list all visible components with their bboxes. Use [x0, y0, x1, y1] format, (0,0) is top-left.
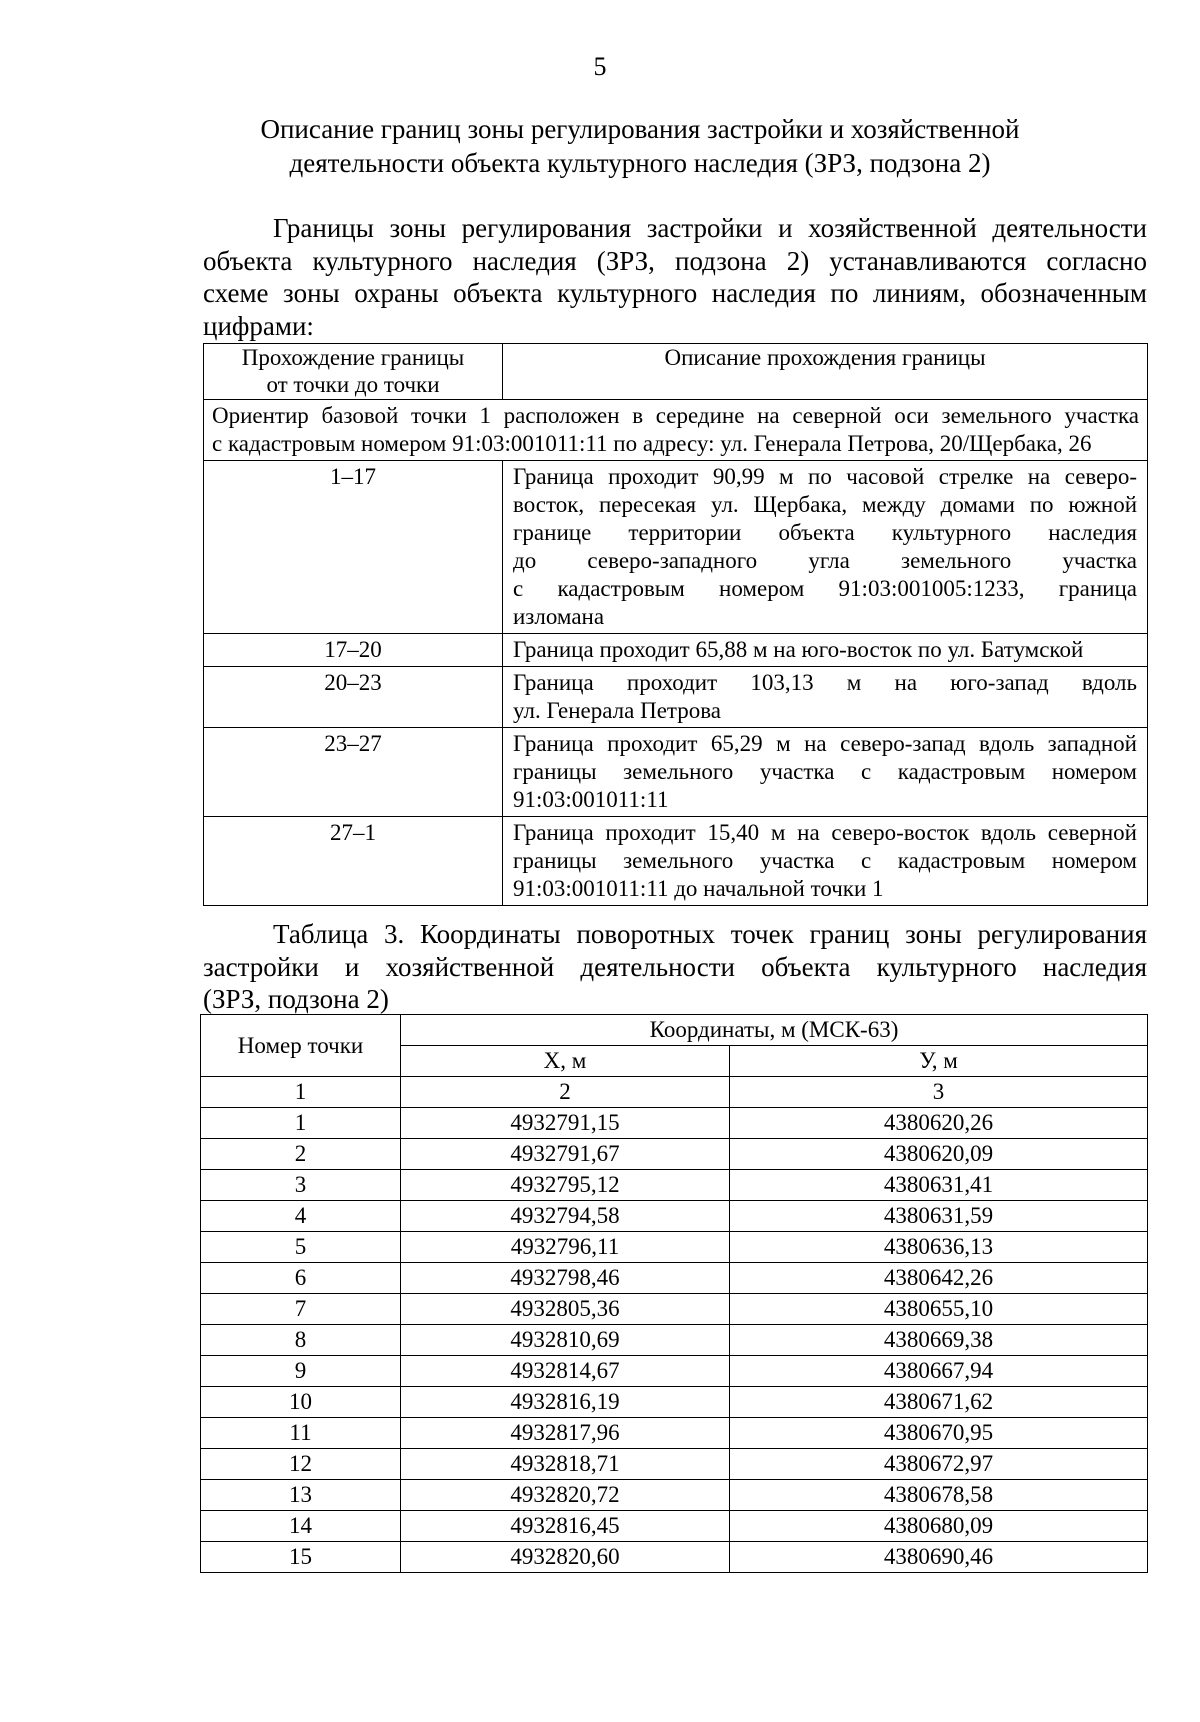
header-y: У, м [730, 1046, 1148, 1077]
orientation-row [204, 400, 1148, 461]
description-line: Граница проходит 90,99 м по часовой стрелке на северо- [513, 464, 1137, 489]
coordinate-row [201, 1542, 1148, 1573]
page-number: 5 [593, 52, 607, 81]
y-coordinate: 4380631,59 [730, 1201, 1148, 1232]
coordinate-row [201, 1325, 1148, 1356]
header-x: Х, м [401, 1046, 730, 1077]
point-number: 3 [201, 1170, 401, 1201]
description-line: восток, пересекая ул. Щербака, между домами по южной [513, 492, 1137, 517]
header-description [503, 344, 1148, 400]
x-coordinate: 4932795,12 [401, 1170, 730, 1201]
coordinate-row [201, 1480, 1148, 1511]
header-segment-line-1: Прохождение границы [241, 345, 465, 370]
coordinate-row [201, 1418, 1148, 1449]
coordinate-row [201, 1511, 1148, 1542]
description-line: границе территории объекта культурного наследия [513, 520, 1137, 545]
orientation-line-2: с кадастровым номером 91:03:001011:11 по адресу: ул. Генерала Петрова, 20/Щербака, 26 [212, 431, 1092, 456]
description-line: Граница проходит 65,29 м на северо-запад вдоль западной [513, 731, 1137, 756]
boundary-segment: 23–27 [204, 728, 503, 817]
boundary-description [503, 461, 1148, 634]
column-number-1: 1 [201, 1077, 401, 1108]
caption-line-1: Таблица 3. Координаты поворотных точек границ зоны регулирования [273, 919, 1147, 949]
point-number: 5 [201, 1232, 401, 1263]
boundary-segment: 27–1 [204, 817, 503, 906]
y-coordinate: 4380680,09 [730, 1511, 1148, 1542]
orientation-line-1: Ориентир базовой точки 1 расположен в середине на северной оси земельного участка [212, 403, 1139, 428]
x-coordinate: 4932816,19 [401, 1387, 730, 1418]
intro-line-1: Границы зоны регулирования застройки и хозяйственной деятельности [273, 213, 1147, 243]
point-number: 1 [201, 1108, 401, 1139]
coordinate-row [201, 1201, 1148, 1232]
coords-header-row-1 [201, 1015, 1148, 1046]
y-coordinate: 4380678,58 [730, 1480, 1148, 1511]
x-coordinate: 4932798,46 [401, 1263, 730, 1294]
coordinate-row [201, 1170, 1148, 1201]
intro-line-3: схеме зоны охраны объекта культурного наследия по линиям, обозначенным [203, 278, 1147, 308]
y-coordinate: 4380672,97 [730, 1449, 1148, 1480]
description-line: до северо-западного угла земельного участка [513, 548, 1137, 573]
x-coordinate: 4932791,67 [401, 1139, 730, 1170]
boundary-row [204, 667, 1148, 728]
x-coordinate: 4932796,11 [401, 1232, 730, 1263]
description-line: ул. Генерала Петрова [513, 698, 721, 723]
description-line: Граница проходит 103,13 м на юго-запад вдоль [513, 670, 1137, 695]
coordinate-row [201, 1108, 1148, 1139]
heading-line-2: деятельности объекта культурного наследия (ЗРЗ, подзона 2) [289, 148, 991, 178]
boundary-segment: 17–20 [204, 634, 503, 667]
x-coordinate: 4932791,15 [401, 1108, 730, 1139]
description-line: 91:03:001011:11 [513, 787, 669, 812]
description-line: Граница проходит 15,40 м на северо-восток вдоль северной [513, 820, 1137, 845]
boundary-description-table [203, 343, 1148, 906]
point-number: 6 [201, 1263, 401, 1294]
header-coordinates: Координаты, м (МСК-63) [401, 1015, 1148, 1046]
point-number: 12 [201, 1449, 401, 1480]
heading-line-1: Описание границ зоны регулирования застройки и хозяйственной [260, 114, 1020, 144]
caption-line-2: застройки и хозяйственной деятельности объекта культурного наследия [203, 951, 1147, 982]
coords-column-numbers [201, 1077, 1148, 1108]
x-coordinate: 4932820,60 [401, 1542, 730, 1573]
point-number: 2 [201, 1139, 401, 1170]
coordinate-row [201, 1263, 1148, 1294]
coordinate-row [201, 1232, 1148, 1263]
header-description-text: Описание прохождения границы [664, 345, 986, 370]
boundary-row [204, 461, 1148, 634]
x-coordinate: 4932814,67 [401, 1356, 730, 1387]
x-coordinate: 4932817,96 [401, 1418, 730, 1449]
coordinate-row [201, 1356, 1148, 1387]
description-line: 91:03:001011:11 до начальной точки 1 [513, 876, 884, 901]
caption-line-3: (ЗРЗ, подзона 2) [203, 984, 389, 1014]
boundary-description [503, 817, 1148, 906]
point-number: 10 [201, 1387, 401, 1418]
description-line: границы земельного участка с кадастровым номером [513, 848, 1137, 873]
x-coordinate: 4932820,72 [401, 1480, 730, 1511]
description-line: изломана [513, 604, 605, 629]
column-number-2: 2 [401, 1077, 730, 1108]
column-number-3: 3 [730, 1077, 1148, 1108]
y-coordinate: 4380631,41 [730, 1170, 1148, 1201]
description-line: с кадастровым номером 91:03:001005:1233, граница [513, 576, 1137, 601]
description-line: границы земельного участка с кадастровым номером [513, 759, 1137, 784]
table3-caption [203, 918, 1147, 1016]
y-coordinate: 4380667,94 [730, 1356, 1148, 1387]
coordinates-table [200, 1014, 1148, 1573]
y-coordinate: 4380671,62 [730, 1387, 1148, 1418]
boundary-row [204, 817, 1148, 906]
y-coordinate: 4380620,26 [730, 1108, 1148, 1139]
point-number: 13 [201, 1480, 401, 1511]
x-coordinate: 4932805,36 [401, 1294, 730, 1325]
x-coordinate: 4932816,45 [401, 1511, 730, 1542]
y-coordinate: 4380670,95 [730, 1418, 1148, 1449]
intro-line-2: объекта культурного наследия (ЗРЗ, подзона 2) устанавливаются согласно [203, 245, 1147, 276]
y-coordinate: 4380690,46 [730, 1542, 1148, 1573]
header-segment [204, 344, 503, 400]
coordinate-row [201, 1387, 1148, 1418]
intro-paragraph [203, 212, 1147, 342]
point-number: 4 [201, 1201, 401, 1232]
coordinate-row [201, 1294, 1148, 1325]
boundary-description [503, 667, 1148, 728]
point-number: 14 [201, 1511, 401, 1542]
boundary-description [503, 728, 1148, 817]
point-number: 15 [201, 1542, 401, 1573]
header-point-number: Номер точки [201, 1015, 401, 1077]
boundary-row [204, 728, 1148, 817]
intro-line-4: цифрами: [203, 310, 314, 341]
point-number: 8 [201, 1325, 401, 1356]
boundary-segment: 1–17 [204, 461, 503, 634]
boundary-description [503, 634, 1148, 667]
point-number: 7 [201, 1294, 401, 1325]
x-coordinate: 4932818,71 [401, 1449, 730, 1480]
orientation-cell [204, 400, 1148, 461]
header-segment-line-2: от точки до точки [266, 372, 440, 397]
boundary-row [204, 634, 1148, 667]
y-coordinate: 4380655,10 [730, 1294, 1148, 1325]
description-line: Граница проходит 65,88 м на юго-восток по ул. Батумской [513, 637, 1084, 662]
x-coordinate: 4932794,58 [401, 1201, 730, 1232]
y-coordinate: 4380669,38 [730, 1325, 1148, 1356]
point-number: 11 [201, 1418, 401, 1449]
coordinate-row [201, 1139, 1148, 1170]
y-coordinate: 4380620,09 [730, 1139, 1148, 1170]
point-number: 9 [201, 1356, 401, 1387]
coordinate-row [201, 1449, 1148, 1480]
boundary-table-header [204, 344, 1148, 400]
y-coordinate: 4380636,13 [730, 1232, 1148, 1263]
section-heading [200, 112, 1080, 180]
x-coordinate: 4932810,69 [401, 1325, 730, 1356]
boundary-segment: 20–23 [204, 667, 503, 728]
y-coordinate: 4380642,26 [730, 1263, 1148, 1294]
